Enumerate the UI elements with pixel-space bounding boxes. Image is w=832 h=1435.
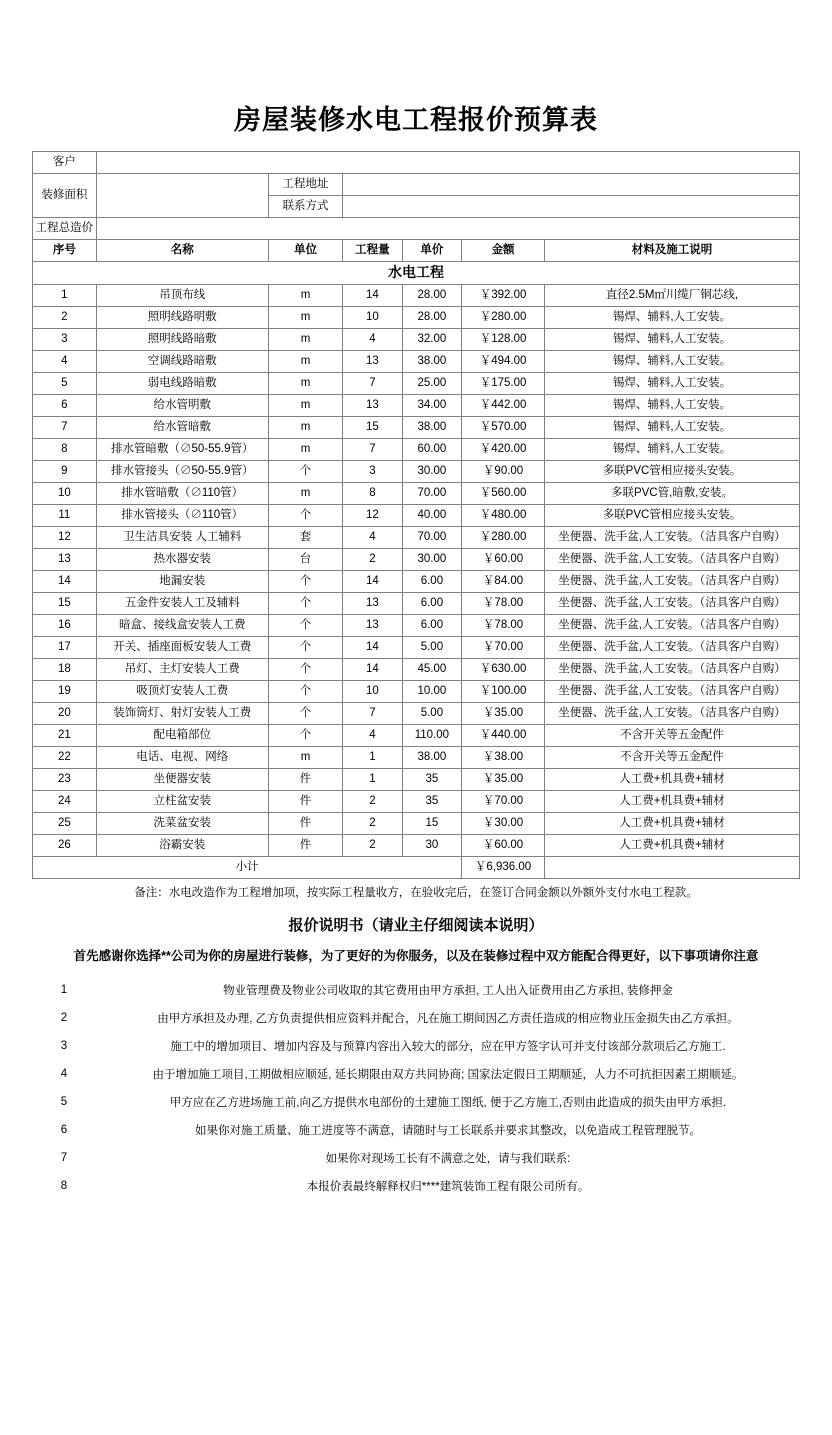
cell-price: 38.00 [402,351,461,373]
contact-label: 联系方式 [268,196,342,218]
table-row [33,329,800,351]
table-row [33,615,800,637]
cell-desc: 直径2.5M㎡川缆厂铜芯线, [544,285,799,307]
cell-amount: ￥84.00 [462,571,545,593]
cell-price: 5.00 [402,703,461,725]
cell-name: 排水管接头（∅50-55.9管） [96,461,268,483]
table-row [33,681,800,703]
statement-item [32,1060,800,1088]
cell-name: 照明线路明敷 [96,307,268,329]
cell-no: 19 [33,681,97,703]
total-row [33,218,800,240]
cell-amount: ￥494.00 [462,351,545,373]
contact-value[interactable] [343,196,800,218]
cell-qty: 7 [343,373,402,395]
cell-no: 14 [33,571,97,593]
cell-qty: 13 [343,615,402,637]
statement-item-text: 如果你对现场工长有不满意之处，请与我们联系: [325,1152,571,1165]
cell-desc: 坐便器、洗手盆,人工安装。（洁具客户自购） [544,527,799,549]
cell-qty: 15 [343,417,402,439]
cell-unit: 套 [268,527,342,549]
cell-name: 吸顶灯安装人工费 [96,681,268,703]
statement-item-number: 8 [60,1179,68,1192]
cell-no: 25 [33,813,97,835]
cell-unit: 件 [268,791,342,813]
cell-unit: m [268,329,342,351]
cell-desc: 多联PVC管相应接头安装。 [544,461,799,483]
cell-amount: ￥128.00 [462,329,545,351]
cell-price: 28.00 [402,307,461,329]
cell-qty: 13 [343,395,402,417]
cell-amount: ￥90.00 [462,461,545,483]
cell-qty: 1 [343,747,402,769]
remark-text: 备注：水电改造作为工程增加项，按实际工程量收方，在验收完后，在签订合同金额以外额外支付水电工程款。 [134,887,698,899]
cell-no: 13 [33,549,97,571]
table-row [33,505,800,527]
header-name: 名称 [96,240,268,262]
cell-unit: 件 [268,813,342,835]
cell-unit: 个 [268,593,342,615]
cell-unit: 件 [268,835,342,857]
cell-unit: 个 [268,703,342,725]
cell-no: 9 [33,461,97,483]
table-row [33,307,800,329]
cell-name: 吊顶布线 [96,285,268,307]
cell-desc: 坐便器、洗手盆,人工安装。（洁具客户自购） [544,659,799,681]
cell-name: 开关、插座面板安装人工费 [96,637,268,659]
cell-amount: ￥570.00 [462,417,545,439]
cell-price: 6.00 [402,593,461,615]
cell-qty: 4 [343,725,402,747]
site-value[interactable] [343,174,800,196]
cell-qty: 12 [343,505,402,527]
cell-qty: 14 [343,637,402,659]
cell-name: 五金件安装人工及辅料 [96,593,268,615]
cell-no: 12 [33,527,97,549]
cell-qty: 14 [343,571,402,593]
table-row [33,835,800,857]
subtotal-desc [544,857,799,879]
cell-amount: ￥35.00 [462,703,545,725]
table-row [33,791,800,813]
cell-name: 给水管暗敷 [96,417,268,439]
statement-item-text: 如果你对施工质量、施工进度等不满意，请随时与工长联系并要求其整改，以免造成工程管理脱节。 [195,1124,701,1137]
cell-no: 22 [33,747,97,769]
cell-desc: 坐便器、洗手盆,人工安装。（洁具客户自购） [544,681,799,703]
cell-desc: 人工费+机具费+辅材 [544,769,799,791]
statement-item-number: 3 [60,1039,68,1052]
cell-no: 3 [33,329,97,351]
cell-price: 30.00 [402,461,461,483]
cell-price: 6.00 [402,615,461,637]
cell-amount: ￥440.00 [462,725,545,747]
cell-price: 40.00 [402,505,461,527]
cell-desc: 锡焊、辅料,人工安装。 [544,351,799,373]
cell-amount: ￥100.00 [462,681,545,703]
table-row [33,571,800,593]
cell-amount: ￥280.00 [462,527,545,549]
statement-item-text: 甲方应在乙方进场施工前,向乙方提供水电部份的土建施工图纸, 便于乙方施工,否则由此造成的损失由甲方承担. [169,1096,727,1109]
cell-desc: 坐便器、洗手盆,人工安装。（洁具客户自购） [544,637,799,659]
statement-lead: 首先感谢你选择**公司为你的房屋进行装修，为了更好的为你服务，以及在装修过程中双方能配合得更好，以下事项请你注意 [73,949,759,963]
cell-desc: 不含开关等五金配件 [544,725,799,747]
statement-item-text: 物业管理费及物业公司收取的其它费用由甲方承担, 工人出入证费用由乙方承担, 装修押金 [223,984,673,997]
cell-unit: 台 [268,549,342,571]
statement-item [32,1172,800,1200]
cell-qty: 2 [343,813,402,835]
table-row [33,395,800,417]
cell-price: 35 [402,791,461,813]
cell-name: 坐便器安装 [96,769,268,791]
cell-desc: 坐便器、洗手盆,人工安装。（洁具客户自购） [544,549,799,571]
header-unit: 单位 [268,240,342,262]
cell-no: 24 [33,791,97,813]
site-label: 工程地址 [268,174,342,196]
cell-price: 38.00 [402,747,461,769]
statement-item-text: 施工中的增加项目、增加内容及与预算内容出入较大的部分，应在甲方签字认可并支付该部分款项后乙方施工. [170,1040,726,1053]
cell-desc: 坐便器、洗手盆,人工安装。（洁具客户自购） [544,571,799,593]
cell-unit: 个 [268,637,342,659]
cell-qty: 10 [343,681,402,703]
statement-item [32,976,800,1004]
cell-no: 17 [33,637,97,659]
table-row [33,417,800,439]
cell-no: 18 [33,659,97,681]
header-price: 单价 [402,240,461,262]
cell-unit: m [268,285,342,307]
cell-price: 38.00 [402,417,461,439]
cell-amount: ￥175.00 [462,373,545,395]
cell-desc: 锡焊、辅料,人工安装。 [544,417,799,439]
cell-name: 照明线路暗敷 [96,329,268,351]
statement-item-text: 由甲方承担及办理, 乙方负责提供相应资料并配合，凡在施工期间因乙方责任造成的相应物业压金损失由乙方承担。 [157,1012,739,1025]
cell-desc: 多联PVC管相应接头安装。 [544,505,799,527]
table-row [33,285,800,307]
statement-item-number: 7 [60,1151,68,1164]
cell-amount: ￥38.00 [462,747,545,769]
cell-price: 15 [402,813,461,835]
cell-price: 30.00 [402,549,461,571]
cell-price: 60.00 [402,439,461,461]
cell-qty: 13 [343,351,402,373]
cell-name: 立柱盆安装 [96,791,268,813]
cell-desc: 多联PVC管,暗敷,安装。 [544,483,799,505]
cell-unit: 个 [268,505,342,527]
header-no: 序号 [33,240,97,262]
page-title: 房屋装修水电工程报价预算表 [234,105,598,135]
quotation-table [32,151,800,879]
cell-unit: m [268,373,342,395]
cell-qty: 10 [343,307,402,329]
cell-price: 32.00 [402,329,461,351]
customer-row [33,152,800,174]
cell-no: 23 [33,769,97,791]
total-label: 工程总造价 [33,218,97,240]
cell-price: 10.00 [402,681,461,703]
table-row [33,527,800,549]
cell-amount: ￥480.00 [462,505,545,527]
cell-amount: ￥560.00 [462,483,545,505]
cell-desc: 锡焊、辅料,人工安装。 [544,373,799,395]
cell-amount: ￥70.00 [462,791,545,813]
cell-no: 6 [33,395,97,417]
cell-amount: ￥78.00 [462,593,545,615]
statement-item-number: 2 [60,1011,68,1024]
cell-qty: 8 [343,483,402,505]
cell-name: 吊灯、主灯安装人工费 [96,659,268,681]
cell-unit: 件 [268,769,342,791]
table-row [33,593,800,615]
cell-name: 热水器安装 [96,549,268,571]
cell-no: 7 [33,417,97,439]
cell-no: 16 [33,615,97,637]
table-row [33,813,800,835]
cell-amount: ￥70.00 [462,637,545,659]
cell-price: 35 [402,769,461,791]
statement-item [32,1088,800,1116]
cell-unit: m [268,417,342,439]
statement-item [32,1116,800,1144]
cell-price: 5.00 [402,637,461,659]
statement-item-number: 1 [60,983,68,996]
statement-item [32,1032,800,1060]
cell-desc: 人工费+机具费+辅材 [544,791,799,813]
header-qty: 工程量 [343,240,402,262]
header-amount: 金额 [462,240,545,262]
section-header-row [33,262,800,285]
cell-unit: m [268,439,342,461]
statement-item-number: 6 [60,1123,68,1136]
cell-price: 6.00 [402,571,461,593]
cell-price: 34.00 [402,395,461,417]
cell-name: 地漏安装 [96,571,268,593]
header-desc: 材料及施工说明 [544,240,799,262]
cell-amount: ￥392.00 [462,285,545,307]
cell-name: 电话、电视、网络 [96,747,268,769]
cell-no: 21 [33,725,97,747]
statement-list [32,976,800,1200]
cell-price: 30 [402,835,461,857]
statement-item [32,1004,800,1032]
area-label: 装修面积 [33,174,97,218]
cell-no: 10 [33,483,97,505]
subtotal-amount: ￥6,936.00 [462,857,545,879]
cell-qty: 1 [343,769,402,791]
cell-name: 浴霸安装 [96,835,268,857]
table-row [33,439,800,461]
cell-qty: 4 [343,527,402,549]
table-row [33,483,800,505]
cell-desc: 锡焊、辅料,人工安装。 [544,329,799,351]
customer-label: 客户 [33,152,97,174]
cell-unit: 个 [268,461,342,483]
cell-unit: 个 [268,571,342,593]
cell-name: 洗菜盆安装 [96,813,268,835]
cell-qty: 14 [343,285,402,307]
cell-qty: 14 [343,659,402,681]
cell-qty: 7 [343,703,402,725]
cell-price: 70.00 [402,527,461,549]
cell-no: 26 [33,835,97,857]
cell-name: 给水管明敷 [96,395,268,417]
cell-unit: m [268,351,342,373]
cell-desc: 锡焊、辅料,人工安装。 [544,395,799,417]
table-row [33,637,800,659]
statement-item-text: 本报价表最终解释权归****建筑装饰工程有限公司所有。 [306,1180,590,1193]
cell-unit: m [268,747,342,769]
cell-no: 2 [33,307,97,329]
table-row [33,351,800,373]
cell-unit: m [268,483,342,505]
cell-name: 弱电线路暗敷 [96,373,268,395]
cell-qty: 4 [343,329,402,351]
statement-title: 报价说明书（请业主仔细阅读本说明） [288,917,544,934]
area-site-row [33,174,800,196]
cell-no: 1 [33,285,97,307]
cell-no: 11 [33,505,97,527]
cell-amount: ￥60.00 [462,549,545,571]
cell-name: 排水管暗敷（∅50-55.9管） [96,439,268,461]
cell-unit: m [268,395,342,417]
cell-name: 排水管暗敷（∅110管） [96,483,268,505]
cell-desc: 人工费+机具费+辅材 [544,835,799,857]
statement-item-text: 由于增加施工项目,工期做相应顺延, 延长期限由双方共同协商; 国家法定假日工期顺延，人力不可抗拒因素工期顺延。 [152,1068,744,1081]
cell-name: 排水管接头（∅110管） [96,505,268,527]
cell-desc: 不含开关等五金配件 [544,747,799,769]
cell-name: 装饰筒灯、射灯安装人工费 [96,703,268,725]
cell-amount: ￥630.00 [462,659,545,681]
cell-desc: 坐便器、洗手盆,人工安装。（洁具客户自购） [544,615,799,637]
cell-price: 45.00 [402,659,461,681]
customer-value[interactable] [96,152,799,174]
table-row [33,549,800,571]
table-row [33,659,800,681]
cell-qty: 2 [343,835,402,857]
cell-qty: 2 [343,549,402,571]
cell-qty: 3 [343,461,402,483]
cell-unit: 个 [268,725,342,747]
table-row [33,461,800,483]
cell-no: 8 [33,439,97,461]
total-value[interactable] [96,218,799,240]
subtotal-row [33,857,800,879]
cell-qty: 2 [343,791,402,813]
cell-unit: 个 [268,615,342,637]
cell-price: 70.00 [402,483,461,505]
table-row [33,747,800,769]
cell-price: 110.00 [402,725,461,747]
cell-unit: 个 [268,659,342,681]
section-title: 水电工程 [33,262,800,285]
cell-name: 空调线路暗敷 [96,351,268,373]
subtotal-label: 小计 [33,857,462,879]
cell-no: 20 [33,703,97,725]
statement-item [32,1144,800,1172]
table-row [33,373,800,395]
statement-item-number: 4 [60,1067,68,1080]
cell-no: 15 [33,593,97,615]
area-value[interactable] [96,174,268,218]
cell-desc: 人工费+机具费+辅材 [544,813,799,835]
cell-amount: ￥35.00 [462,769,545,791]
statement-item-number: 5 [60,1095,68,1108]
table-body [33,285,800,857]
cell-qty: 13 [343,593,402,615]
cell-amount: ￥442.00 [462,395,545,417]
cell-qty: 7 [343,439,402,461]
cell-amount: ￥280.00 [462,307,545,329]
cell-amount: ￥30.00 [462,813,545,835]
cell-name: 配电箱部位 [96,725,268,747]
cell-name: 暗盒、接线盒安装人工费 [96,615,268,637]
cell-price: 25.00 [402,373,461,395]
cell-amount: ￥60.00 [462,835,545,857]
cell-desc: 锡焊、辅料,人工安装。 [544,307,799,329]
cell-desc: 坐便器、洗手盆,人工安装。（洁具客户自购） [544,703,799,725]
table-row [33,769,800,791]
table-header-row [33,240,800,262]
cell-price: 28.00 [402,285,461,307]
cell-no: 4 [33,351,97,373]
table-row [33,725,800,747]
table-row [33,703,800,725]
cell-amount: ￥420.00 [462,439,545,461]
cell-no: 5 [33,373,97,395]
cell-desc: 坐便器、洗手盆,人工安装。（洁具客户自购） [544,593,799,615]
cell-amount: ￥78.00 [462,615,545,637]
cell-desc: 锡焊、辅料,人工安装。 [544,439,799,461]
cell-name: 卫生洁具安装 人工辅料 [96,527,268,549]
cell-unit: 个 [268,681,342,703]
cell-unit: m [268,307,342,329]
